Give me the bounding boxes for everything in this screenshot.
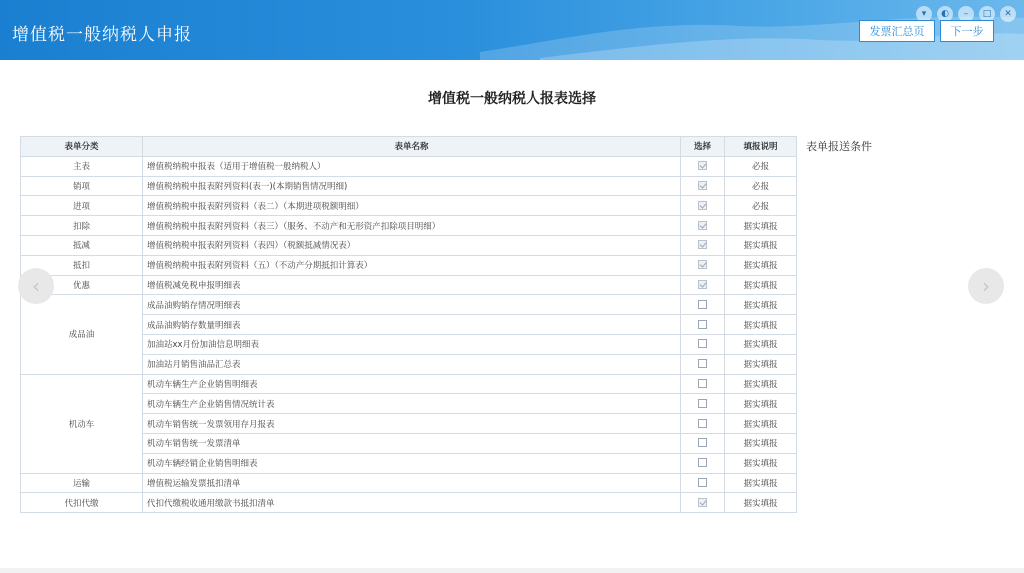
maximize-icon[interactable]: □ bbox=[979, 6, 995, 22]
select-checkbox[interactable] bbox=[698, 498, 707, 507]
row-fill-note: 据实填报 bbox=[725, 216, 797, 236]
row-fill-note: 据实填报 bbox=[725, 394, 797, 414]
row-form-name: 增值税运输发票抵扣清单 bbox=[143, 473, 681, 493]
row-fill-note: 据实填报 bbox=[725, 433, 797, 453]
row-select-cell bbox=[681, 453, 725, 473]
row-fill-note: 据实填报 bbox=[725, 255, 797, 275]
select-checkbox[interactable] bbox=[698, 221, 707, 230]
page-title: 增值税一般纳税人报表选择 bbox=[428, 91, 596, 107]
row-form-name: 增值税纳税申报表附列资料(表一)(本期销售情况明细) bbox=[143, 176, 681, 196]
select-checkbox[interactable] bbox=[698, 161, 707, 170]
select-checkbox[interactable] bbox=[698, 359, 707, 368]
row-form-name: 增值税纳税申报表附列资料（表二）（本期进项税额明细） bbox=[143, 196, 681, 216]
row-form-name: 加油站xx月份加油信息明细表 bbox=[143, 334, 681, 354]
skin-icon[interactable]: ◐ bbox=[937, 6, 953, 22]
form-submit-conditions-label: 表单报送条件 bbox=[806, 140, 872, 153]
row-category: 扣除 bbox=[21, 216, 143, 236]
row-fill-note: 据实填报 bbox=[725, 235, 797, 255]
table-row bbox=[21, 176, 797, 196]
row-select-cell bbox=[681, 156, 725, 176]
table-row bbox=[21, 493, 797, 513]
row-form-name: 增值税纳税申报表（适用于增值税一般纳税人） bbox=[143, 156, 681, 176]
row-category: 主表 bbox=[21, 156, 143, 176]
table-header-row bbox=[21, 137, 797, 157]
row-fill-note: 据实填报 bbox=[725, 374, 797, 394]
row-select-cell bbox=[681, 334, 725, 354]
column-header-category: 表单分类 bbox=[21, 137, 143, 157]
select-checkbox[interactable] bbox=[698, 419, 707, 428]
row-form-name: 增值税纳税申报表附列资料（五）（不动产分期抵扣计算表） bbox=[143, 255, 681, 275]
column-header-select: 选择 bbox=[681, 137, 725, 157]
row-select-cell bbox=[681, 394, 725, 414]
row-fill-note: 必报 bbox=[725, 176, 797, 196]
row-fill-note: 必报 bbox=[725, 196, 797, 216]
row-fill-note: 据实填报 bbox=[725, 354, 797, 374]
row-fill-note: 据实填报 bbox=[725, 414, 797, 434]
row-form-name: 增值税纳税申报表附列资料（表三）（服务、不动产和无形资产扣除项目明细） bbox=[143, 216, 681, 236]
row-fill-note: 据实填报 bbox=[725, 315, 797, 335]
row-select-cell bbox=[681, 493, 725, 513]
select-checkbox[interactable] bbox=[698, 399, 707, 408]
select-checkbox[interactable] bbox=[698, 181, 707, 190]
row-category: 机动车 bbox=[21, 374, 143, 473]
column-header-note: 填报说明 bbox=[725, 137, 797, 157]
row-fill-note: 据实填报 bbox=[725, 334, 797, 354]
row-category: 优惠 bbox=[21, 275, 143, 295]
row-select-cell bbox=[681, 473, 725, 493]
row-form-name: 机动车销售统一发票领用存月报表 bbox=[143, 414, 681, 434]
app-header bbox=[0, 0, 1024, 60]
table-row bbox=[21, 255, 797, 275]
settings-icon[interactable]: ▾ bbox=[916, 6, 932, 22]
row-select-cell bbox=[681, 315, 725, 335]
row-category: 运输 bbox=[21, 473, 143, 493]
row-fill-note: 据实填报 bbox=[725, 453, 797, 473]
row-form-name: 机动车辆生产企业销售情况统计表 bbox=[143, 394, 681, 414]
next-step-button[interactable]: 下一步 bbox=[940, 20, 994, 42]
row-select-cell bbox=[681, 196, 725, 216]
select-checkbox[interactable] bbox=[698, 339, 707, 348]
report-selection-table bbox=[20, 136, 796, 513]
row-category: 代扣代缴 bbox=[21, 493, 143, 513]
chevron-right-icon[interactable]: › bbox=[968, 268, 1004, 304]
table-row bbox=[21, 275, 797, 295]
row-category: 进项 bbox=[21, 196, 143, 216]
row-form-name: 机动车销售统一发票清单 bbox=[143, 433, 681, 453]
table-row bbox=[21, 216, 797, 236]
row-form-name: 机动车辆生产企业销售明细表 bbox=[143, 374, 681, 394]
app-title: 增值税一般纳税人申报 bbox=[12, 25, 192, 45]
table-row bbox=[21, 295, 797, 315]
row-form-name: 增值税减免税申报明细表 bbox=[143, 275, 681, 295]
table-row bbox=[21, 196, 797, 216]
row-form-name: 成品油购销存情况明细表 bbox=[143, 295, 681, 315]
row-fill-note: 据实填报 bbox=[725, 493, 797, 513]
row-fill-note: 据实填报 bbox=[725, 295, 797, 315]
row-form-name: 代扣代缴税收通用缴款书抵扣清单 bbox=[143, 493, 681, 513]
select-checkbox[interactable] bbox=[698, 379, 707, 388]
select-checkbox[interactable] bbox=[698, 260, 707, 269]
chevron-left-icon[interactable]: ‹ bbox=[18, 268, 54, 304]
select-checkbox[interactable] bbox=[698, 458, 707, 467]
row-fill-note: 据实填报 bbox=[725, 275, 797, 295]
row-form-name: 机动车辆经销企业销售明细表 bbox=[143, 453, 681, 473]
table-row bbox=[21, 156, 797, 176]
column-header-name: 表单名称 bbox=[143, 137, 681, 157]
row-fill-note: 据实填报 bbox=[725, 473, 797, 493]
bottom-divider bbox=[0, 568, 1024, 573]
row-select-cell bbox=[681, 374, 725, 394]
row-select-cell bbox=[681, 255, 725, 275]
select-checkbox[interactable] bbox=[698, 300, 707, 309]
select-checkbox[interactable] bbox=[698, 320, 707, 329]
row-form-name: 增值税纳税申报表附列资料（表四）（税额抵减情况表） bbox=[143, 235, 681, 255]
invoice-summary-button[interactable]: 发票汇总页 bbox=[859, 20, 935, 42]
select-checkbox[interactable] bbox=[698, 201, 707, 210]
select-checkbox[interactable] bbox=[698, 280, 707, 289]
minimize-icon[interactable]: – bbox=[958, 6, 974, 22]
row-category: 销项 bbox=[21, 176, 143, 196]
row-fill-note: 必报 bbox=[725, 156, 797, 176]
table-row bbox=[21, 235, 797, 255]
row-select-cell bbox=[681, 216, 725, 236]
row-form-name: 加油站月销售油品汇总表 bbox=[143, 354, 681, 374]
table-row bbox=[21, 374, 797, 394]
row-category: 抵减 bbox=[21, 235, 143, 255]
row-select-cell bbox=[681, 433, 725, 453]
close-icon[interactable]: ✕ bbox=[1000, 6, 1016, 22]
row-select-cell bbox=[681, 235, 725, 255]
row-select-cell bbox=[681, 295, 725, 315]
row-select-cell bbox=[681, 275, 725, 295]
table-row bbox=[21, 473, 797, 493]
row-select-cell bbox=[681, 176, 725, 196]
row-category: 成品油 bbox=[21, 295, 143, 374]
row-form-name: 成品油购销存数量明细表 bbox=[143, 315, 681, 335]
select-checkbox[interactable] bbox=[698, 438, 707, 447]
row-category: 抵扣 bbox=[21, 255, 143, 275]
row-select-cell bbox=[681, 354, 725, 374]
select-checkbox[interactable] bbox=[698, 240, 707, 249]
select-checkbox[interactable] bbox=[698, 478, 707, 487]
row-select-cell bbox=[681, 414, 725, 434]
